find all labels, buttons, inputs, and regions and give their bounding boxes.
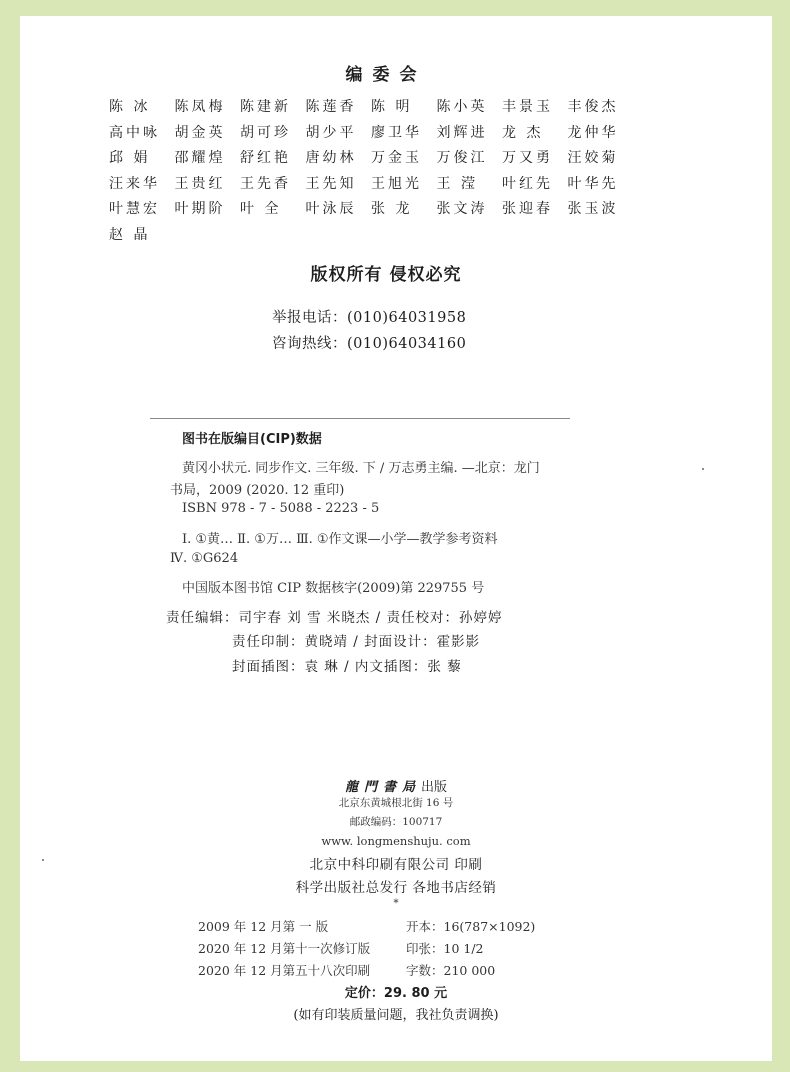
- member-name: 王先香: [240, 175, 291, 192]
- member-name: 张 龙: [371, 201, 413, 217]
- cip-divider: [150, 418, 570, 419]
- member-name: 陈凤梅: [174, 99, 226, 115]
- committee-title: 编委会: [345, 65, 427, 85]
- committee-member-list: [109, 96, 669, 249]
- publisher-website: www. longmenshuju. com: [321, 834, 471, 848]
- member-name: 张玉波: [567, 201, 619, 217]
- cip-classification: Ⅳ. ①G624: [170, 551, 239, 566]
- member-name: 万又勇: [502, 150, 553, 166]
- consult-phone: 咨询热线：(010)64034160: [272, 336, 467, 352]
- member-name: 陈小英: [436, 99, 488, 115]
- member-name: 叶慧宏: [109, 201, 160, 217]
- member-name: 高中咏: [109, 124, 160, 141]
- cip-title: 图书在版编目(CIP)数据: [182, 432, 322, 447]
- member-name: 丰俊杰: [567, 99, 619, 115]
- distribution: 科学出版社总发行 各地书店经销: [295, 880, 497, 896]
- member-name: 陈建新: [240, 99, 291, 115]
- edition-row: [198, 939, 484, 957]
- separator-asterisk: *: [393, 897, 399, 909]
- edition-date: 2020 年 12 月第五十八次印刷: [198, 963, 371, 978]
- cip-record-number: 中国版本图书馆 CIP 数据核字(2009)第 229755 号: [182, 581, 485, 596]
- member-row: [109, 198, 669, 224]
- member-name: 刘辉进: [436, 124, 488, 141]
- member-name: 廖卫华: [371, 124, 422, 141]
- edition-spec: 印张：10 1/2: [406, 941, 484, 956]
- postal-code: 邮政编码：100717: [349, 816, 443, 828]
- edition-spec: 开本：16(787×1092): [406, 919, 536, 934]
- member-name: 丰景玉: [502, 99, 553, 115]
- member-name: 汪来华: [109, 175, 160, 192]
- report-phone: 举报电话：(010)64031958: [272, 310, 467, 326]
- member-name: 王 滢: [436, 175, 478, 192]
- member-name: 赵 晶: [109, 226, 151, 243]
- cip-line: 黄冈小状元. 同步作文. 三年级. 下 / 万志勇主编. —北京：龙门: [182, 461, 540, 476]
- edition-date: 2020 年 12 月第十一次修订版: [198, 941, 371, 956]
- member-name: 万俊江: [436, 150, 488, 166]
- member-name: 舒红艳: [240, 150, 291, 166]
- credits-printing-cover: 责任印制：黄晓靖 / 封面设计：霍影影: [232, 634, 481, 650]
- member-name: 汪姣菊: [567, 150, 619, 166]
- member-row: [109, 147, 669, 173]
- member-name: 陈 明: [371, 99, 413, 115]
- member-name: 王先知: [305, 175, 357, 192]
- member-row: [109, 122, 669, 148]
- member-name: 叶 全: [240, 201, 282, 217]
- member-row: [109, 224, 669, 250]
- member-row: [109, 96, 669, 122]
- quality-note: (如有印装质量问题，我社负责调换): [293, 1008, 499, 1023]
- member-name: 陈莲香: [305, 99, 357, 115]
- speck: [702, 468, 704, 470]
- member-name: 张文涛: [436, 201, 488, 217]
- member-name: 胡可珍: [240, 124, 291, 141]
- member-name: 王旭光: [371, 175, 422, 192]
- member-name: 龙仲华: [567, 124, 619, 141]
- member-name: 张迎春: [502, 201, 553, 217]
- cip-classification: Ⅰ. ①黄… Ⅱ. ①万… Ⅲ. ①作文课—小学—教学参考资料: [182, 532, 498, 547]
- member-name: 唐幼林: [305, 150, 357, 166]
- copyright-page: [20, 16, 772, 1061]
- publisher-address: 北京东黄城根北街 16 号: [338, 797, 454, 809]
- member-name: 胡少平: [305, 124, 357, 141]
- credits-editors: 责任编辑：司宇春 刘 雪 米晓杰 / 责任校对：孙婷婷: [166, 610, 503, 626]
- member-name: 龙 杰: [502, 124, 544, 141]
- copyright-notice: 版权所有 侵权必究: [310, 265, 462, 285]
- edition-date: 2009 年 12 月第 一 版: [198, 919, 329, 934]
- member-name: 叶期阶: [174, 201, 226, 217]
- member-name: 万金玉: [371, 150, 422, 166]
- member-name: 叶红先: [502, 175, 553, 192]
- credits-illustration: 封面插图：袁 琳 / 内文插图：张 藜: [232, 659, 462, 675]
- member-row: [109, 173, 669, 199]
- member-name: 王贵红: [174, 175, 226, 192]
- edition-spec: 字数：210 000: [406, 963, 496, 978]
- printer: 北京中科印刷有限公司 印刷: [309, 857, 483, 873]
- member-name: 陈 冰: [109, 99, 151, 115]
- member-name: 邵耀煌: [174, 150, 226, 166]
- publisher-line: [20, 776, 772, 795]
- edition-row: [198, 961, 495, 979]
- publisher-name: 龍門書局: [344, 780, 421, 795]
- member-name: 叶泳辰: [305, 201, 357, 217]
- publisher-suffix: 出版: [421, 780, 448, 795]
- price: 定价：29. 80 元: [344, 986, 448, 1001]
- member-name: 邱 娟: [109, 150, 151, 166]
- edition-row: [198, 917, 535, 935]
- cip-isbn: ISBN 978 - 7 - 5088 - 2223 - 5: [182, 501, 380, 516]
- speck: [42, 859, 44, 861]
- member-name: 叶华先: [567, 175, 619, 192]
- cip-line: 书局，2009 (2020. 12 重印): [170, 483, 345, 498]
- member-name: 胡金英: [174, 124, 226, 141]
